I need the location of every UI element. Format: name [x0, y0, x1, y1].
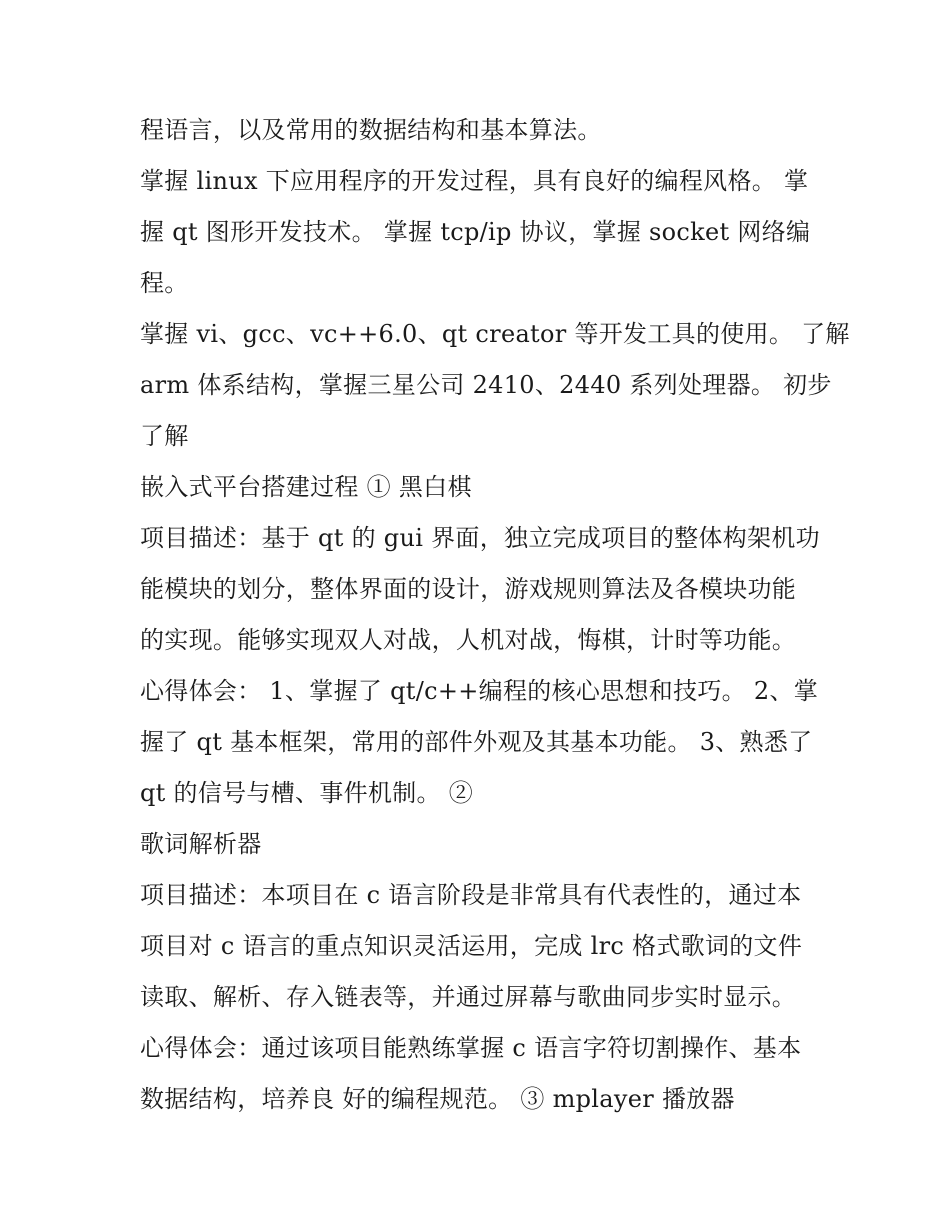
text-line: 的实现。能够实现双人对战，人机对战，悔棋，计时等功能。 — [140, 626, 797, 654]
text-line: 读取、解析、存入链表等，并通过屏幕与歌曲同步实时显示。 — [140, 983, 797, 1011]
text-line: 握了 qt 基本框架，常用的部件外观及其基本功能。 3、熟悉了 — [140, 728, 813, 756]
text-line: 项目对 c 语言的重点知识灵活运用，完成 lrc 格式歌词的文件 — [140, 932, 803, 960]
text-line: 能模块的划分，整体界面的设计，游戏规则算法及各模块功能 — [140, 575, 797, 603]
section-heading: 嵌入式平台搭建过程 ① 黑白棋 — [140, 473, 472, 501]
text-line: qt 的信号与槽、事件机制。 ② — [140, 779, 474, 807]
text-line: 掌握 linux 下应用程序的开发过程，具有良好的编程风格。 掌 — [140, 167, 809, 195]
section-heading: 歌词解析器 — [140, 830, 262, 858]
text-line: 数据结构，培养良 好的编程规范。 ③ mplayer 播放器 — [140, 1085, 735, 1113]
text-line: 项目描述：基于 qt 的 gui 界面，独立完成项目的整体构架机功 — [140, 524, 820, 552]
text-line: 程。 — [140, 269, 189, 297]
text-line: 项目描述：本项目在 c 语言阶段是非常具有代表性的，通过本 — [140, 881, 802, 909]
text-line: 心得体会： 1、掌握了 qt/c++编程的核心思想和技巧。 2、掌 — [140, 677, 819, 705]
text-line: 了解 — [140, 422, 189, 450]
document-body — [140, 105, 850, 1125]
text-line: 握 qt 图形开发技术。 掌握 tcp/ip 协议，掌握 socket 网络编 — [140, 218, 811, 246]
text-line: 掌握 vi、gcc、vc++6.0、qt creator 等开发工具的使用。 了解 — [140, 320, 850, 348]
text-line: 程语言，以及常用的数据结构和基本算法。 — [140, 116, 602, 144]
text-line: 心得体会：通过该项目能熟练掌握 c 语言字符切割操作、基本 — [140, 1034, 802, 1062]
text-line: arm 体系结构，掌握三星公司 2410、2440 系列处理器。 初步 — [140, 371, 832, 399]
